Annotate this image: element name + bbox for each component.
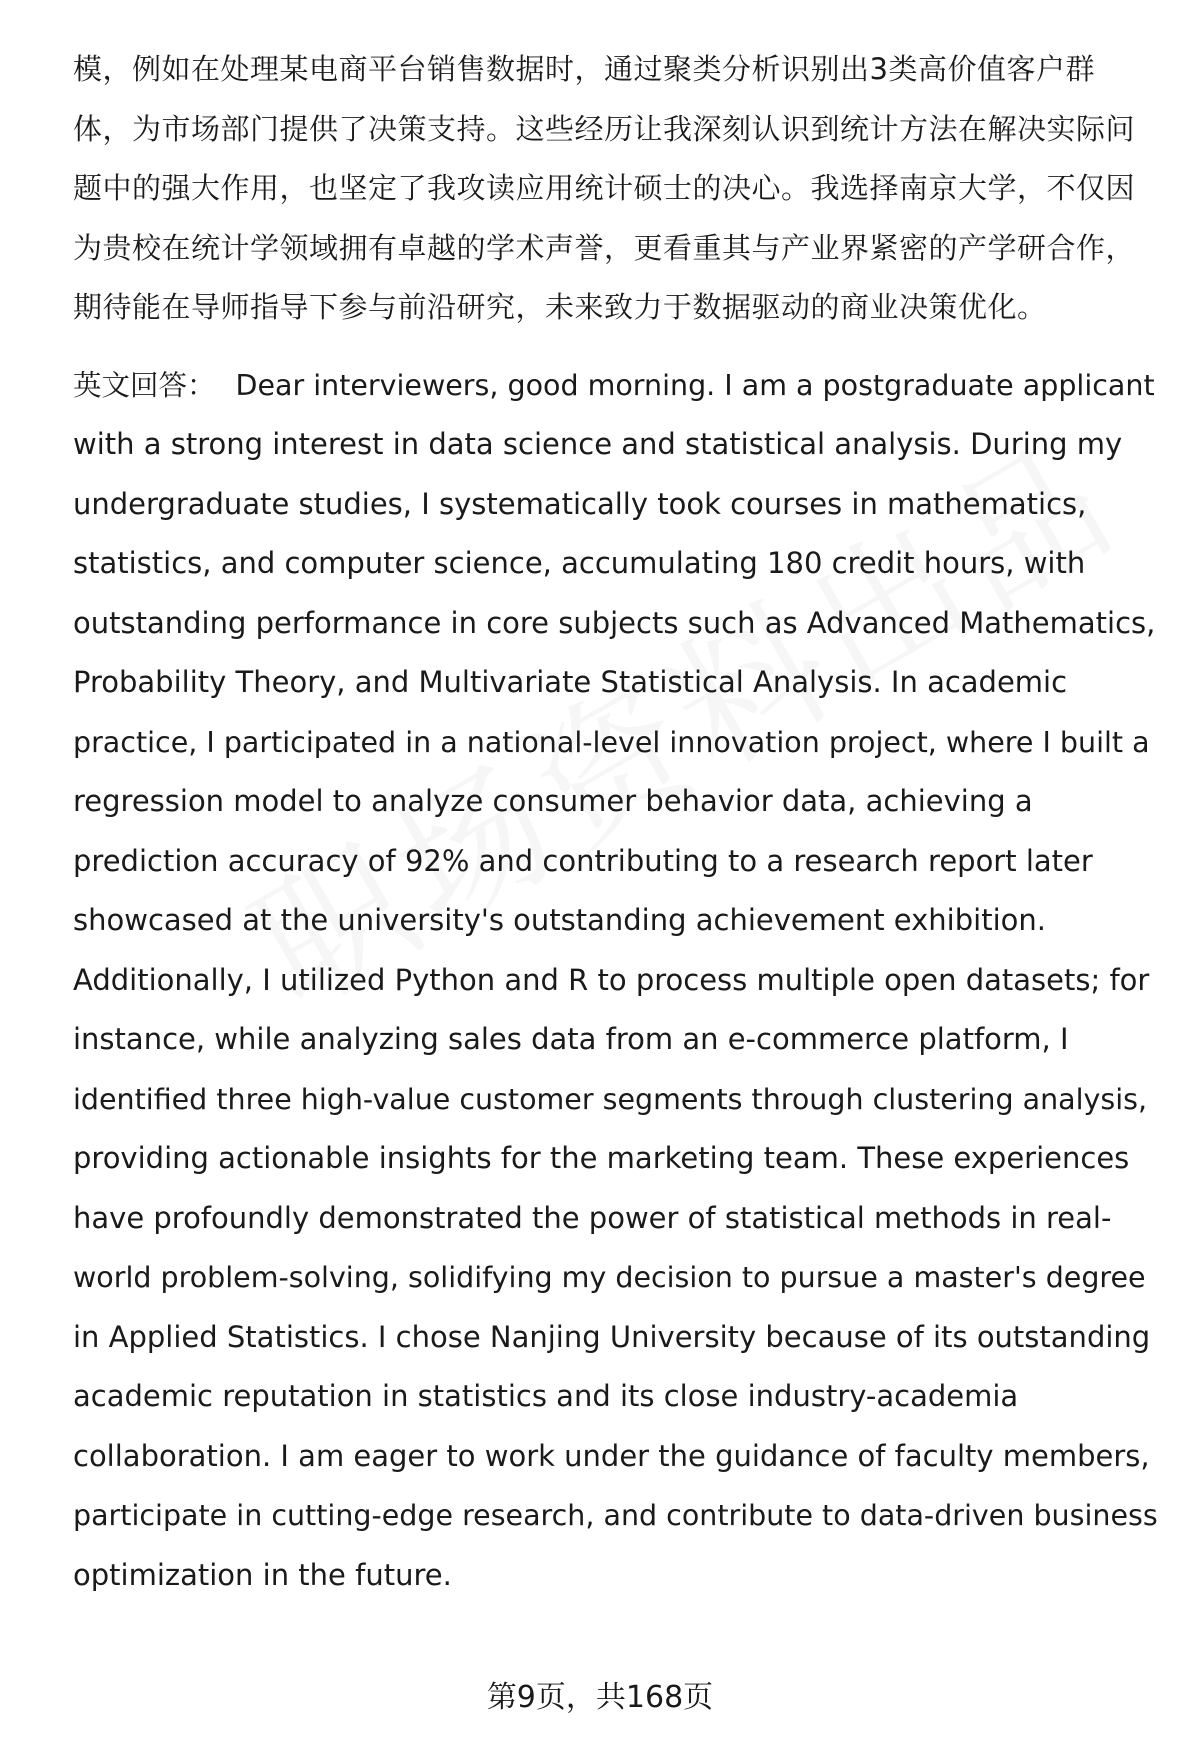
text-line: academic reputation in statistics and its close industry-academia: [73, 1379, 1019, 1413]
text-line: statistics, and computer science, accumulating 180 credit hours, with: [73, 546, 1086, 580]
text-line: instance, while analyzing sales data from an e-commerce platform, I: [73, 1022, 1069, 1056]
text-line: in Applied Statistics. I chose Nanjing University because of its outstanding: [73, 1319, 1151, 1354]
text-line: Probability Theory, and Multivariate Statistical Analysis. In academic: [73, 665, 1068, 699]
text-line: [73, 356, 1158, 416]
text-line: showcased at the university's outstanding achievement exhibition.: [73, 903, 1046, 937]
text-line: practice, I participated in a national-level innovation project, where I built a: [73, 725, 1150, 759]
text-line: 体，为市场部门提供了决策支持。这些经历让我深刻认识到统计方法在解决实际问: [73, 111, 1136, 146]
text-line: world problem-solving, solidifying my decision to pursue a master's degree: [73, 1261, 1146, 1294]
text-line: 题中的强大作用，也坚定了我攻读应用统计硕士的决心。我选择南京大学，不仅因: [73, 171, 1136, 205]
chinese-answer-paragraph: [73, 40, 1158, 338]
text-line: identified three high-value customer segments through clustering analysis,: [73, 1082, 1148, 1116]
text-line-content: Dear interviewers, good morning. I am a postgraduate applicant: [235, 368, 1155, 402]
english-answer-paragraph: [73, 356, 1158, 1606]
text-line: 模，例如在处理某电商平台销售数据时，通过聚类分析识别出3类高价值客户群: [73, 52, 1095, 86]
text-line: collaboration. I am eager to work under the guidance of faculty members,: [73, 1438, 1150, 1473]
text-line: 期待能在导师指导下参与前沿研究，未来致力于数据驱动的商业决策优化。: [73, 290, 1047, 324]
text-line: Additionally, I utilized Python and R to process multiple open datasets; for: [73, 962, 1150, 997]
text-line: providing actionable insights for the marketing team. These experiences: [73, 1141, 1130, 1175]
document-page: [73, 40, 1158, 1605]
page-number-footer: 第9页，共168页: [486, 1680, 714, 1715]
english-answer-label: 英文回答：: [73, 368, 216, 402]
text-line: prediction accuracy of 92% and contributing to a research report later: [73, 843, 1093, 878]
text-line: undergraduate studies, I systematically took courses in mathematics,: [73, 486, 1087, 521]
text-line: 为贵校在统计学领域拥有卓越的学术声誉，更看重其与产业界紧密的产学研合作，: [73, 230, 1136, 265]
text-line: have profoundly demonstrated the power of statistical methods in real-: [73, 1200, 1112, 1235]
text-line: regression model to analyze consumer behavior data, achieving a: [73, 784, 1033, 818]
text-line: with a strong interest in data science and statistical analysis. During my: [73, 427, 1123, 461]
text-line: optimization in the future.: [73, 1557, 452, 1592]
text-line: outstanding performance in core subjects such as Advanced Mathematics,: [73, 605, 1156, 640]
text-line: participate in cutting-edge research, and contribute to data-driven business: [73, 1499, 1158, 1532]
